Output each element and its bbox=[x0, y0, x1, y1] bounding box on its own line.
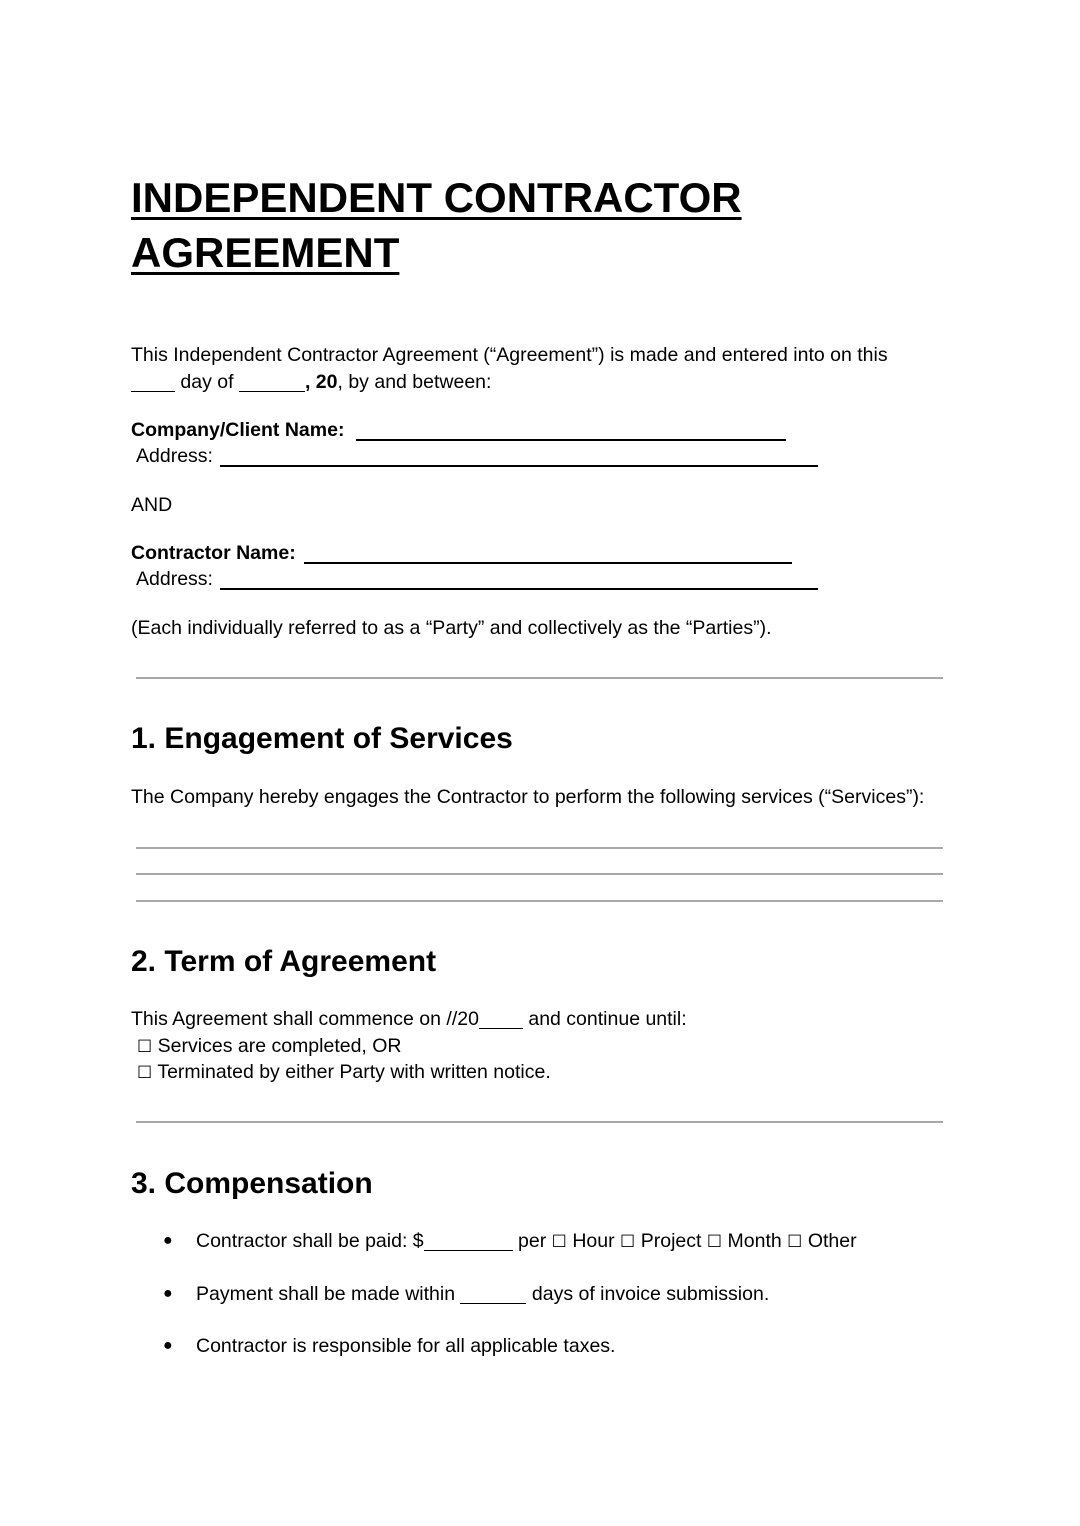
start-year-blank[interactable] bbox=[479, 1007, 523, 1029]
checkbox-icon[interactable]: ☐ bbox=[137, 1063, 153, 1083]
rate-text: Contractor shall be paid: $ bbox=[196, 1230, 424, 1252]
parties-note: (Each individually referred to as a “Party” and collectively as the “Parties”). bbox=[131, 617, 772, 639]
term-text bbox=[131, 1006, 687, 1032]
rate-per: per bbox=[512, 1230, 552, 1252]
bullet-icon: ● bbox=[163, 1337, 173, 1354]
section-1-text: The Company hereby engages the Contractor to perform the following services (“Services”): bbox=[131, 786, 925, 808]
month-blank[interactable] bbox=[239, 370, 305, 392]
day-blank[interactable] bbox=[131, 370, 175, 392]
services-line-1[interactable] bbox=[136, 847, 943, 849]
compensation-item-rate bbox=[196, 1228, 857, 1255]
section-1-heading: 1. Engagement of Services bbox=[131, 722, 513, 755]
checkbox-icon[interactable]: ☐ bbox=[787, 1232, 803, 1252]
contractor-name-field[interactable] bbox=[304, 562, 792, 564]
term-option-completed[interactable] bbox=[137, 1033, 402, 1060]
term-option-completed-label: Services are completed, OR bbox=[157, 1035, 402, 1057]
checkbox-icon[interactable]: ☐ bbox=[551, 1232, 567, 1252]
intro-line-2 bbox=[131, 369, 491, 395]
intro-tail: , by and between: bbox=[337, 371, 492, 393]
services-line-3[interactable] bbox=[136, 900, 943, 902]
option-project: Project bbox=[640, 1230, 702, 1252]
term-text-post: and continue until: bbox=[522, 1008, 687, 1030]
compensation-item-taxes: Contractor is responsible for all applicable taxes. bbox=[196, 1335, 616, 1357]
bullet-icon: ● bbox=[163, 1232, 173, 1249]
compensation-item-payment bbox=[196, 1281, 769, 1307]
company-address-label: Address: bbox=[136, 445, 213, 467]
contractor-name-label: Contractor Name: bbox=[131, 542, 296, 564]
services-line-2[interactable] bbox=[136, 873, 943, 875]
contractor-address-label: Address: bbox=[136, 568, 213, 590]
intro-year: , 20 bbox=[304, 371, 338, 393]
checkbox-icon[interactable]: ☐ bbox=[137, 1037, 153, 1057]
term-option-terminated-label: Terminated by either Party with written notice. bbox=[157, 1061, 551, 1083]
term-option-terminated[interactable] bbox=[137, 1059, 551, 1086]
checkbox-icon[interactable]: ☐ bbox=[706, 1232, 723, 1252]
company-name-label: Company/Client Name: bbox=[131, 419, 345, 441]
option-other: Other bbox=[807, 1230, 857, 1252]
intro-day-of: day of bbox=[175, 371, 239, 393]
section-divider bbox=[136, 1121, 943, 1123]
section-divider bbox=[136, 677, 943, 679]
checkbox-icon[interactable]: ☐ bbox=[620, 1232, 636, 1252]
section-2-heading: 2. Term of Agreement bbox=[131, 945, 437, 978]
company-address-field[interactable] bbox=[220, 465, 818, 467]
option-month: Month bbox=[727, 1230, 782, 1252]
and-text: AND bbox=[131, 494, 173, 516]
contractor-address-field[interactable] bbox=[220, 588, 818, 590]
bullet-icon: ● bbox=[163, 1285, 173, 1302]
document-title: INDEPENDENT CONTRACTOR AGREEMENT bbox=[131, 174, 742, 276]
payment-days-blank[interactable] bbox=[460, 1282, 526, 1304]
company-name-field[interactable] bbox=[356, 439, 786, 441]
section-3-heading: 3. Compensation bbox=[131, 1167, 373, 1200]
option-hour: Hour bbox=[572, 1230, 615, 1252]
payment-text-pre: Payment shall be made within bbox=[196, 1283, 461, 1305]
term-text-pre: This Agreement shall commence on //20 bbox=[131, 1008, 479, 1030]
rate-amount-blank[interactable] bbox=[424, 1229, 513, 1251]
intro-line-1: This Independent Contractor Agreement (“Agreement”) is made and entered into on this bbox=[131, 344, 888, 366]
payment-text-post: days of invoice submission. bbox=[526, 1283, 770, 1305]
